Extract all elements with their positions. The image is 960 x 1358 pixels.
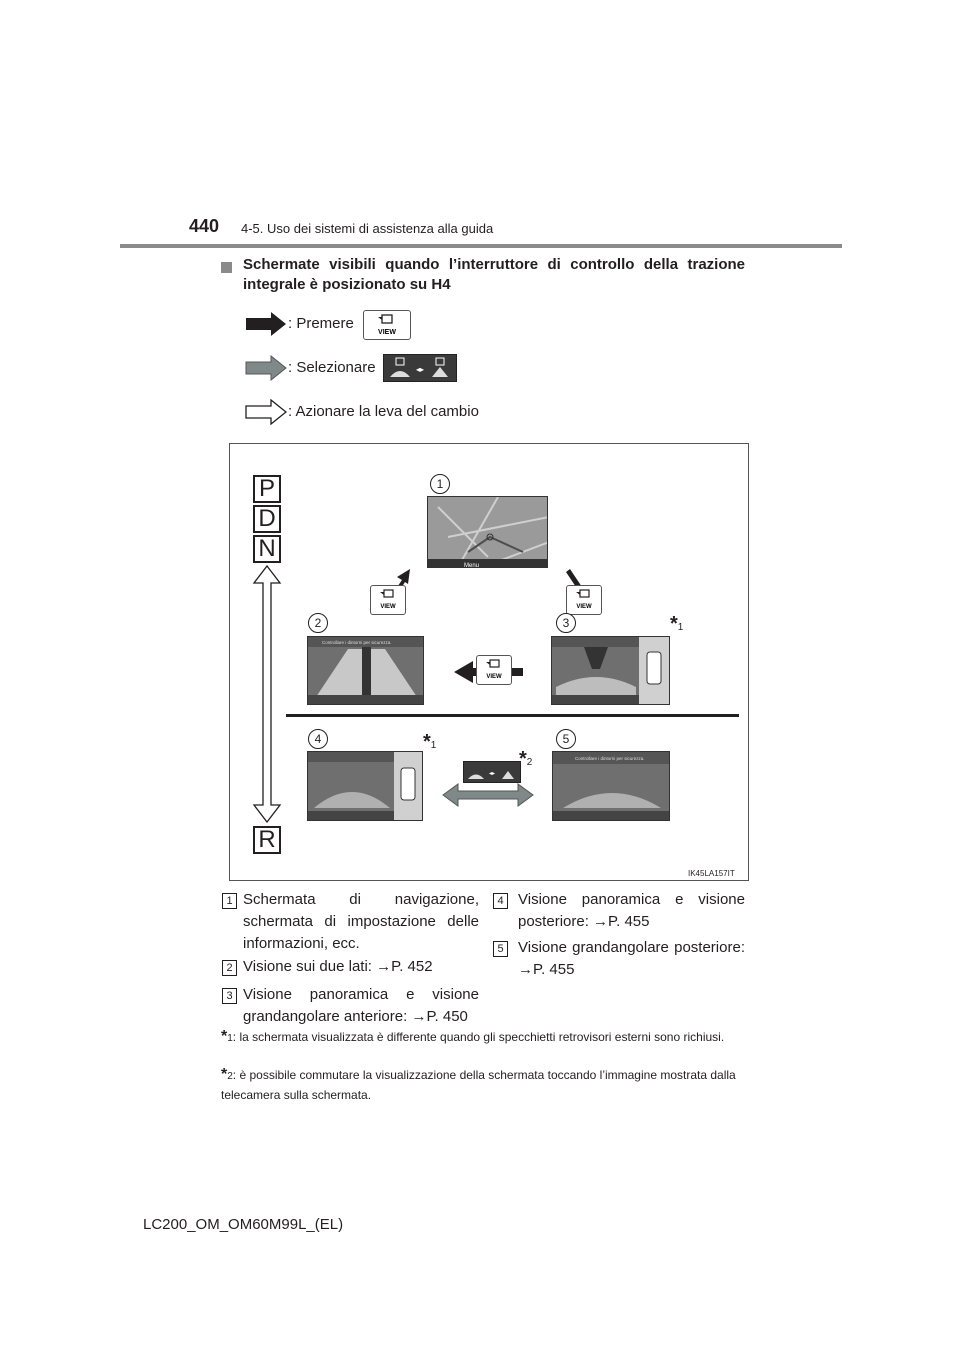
view-button-icon [476,655,512,685]
svg-text:VIEW: VIEW [380,604,396,610]
item-number-4: 4 [493,893,508,909]
item-number-3: 3 [222,988,237,1004]
view-label: VIEW [378,329,396,336]
white-arrow-icon [245,399,287,425]
item-text-2: Visione sui due lati: →P. 452 [243,958,433,975]
screen-number-2: 2 [308,613,328,633]
view-button-icon [370,585,406,615]
wide-rear-screen [552,751,670,821]
item-number-1: 1 [222,893,237,909]
footer-code: LC200_OM_OM60M99L_(EL) [143,1216,344,1233]
gear-r: R [253,826,281,854]
svg-text:VIEW: VIEW [576,604,592,610]
legend-select-text: : Selezionare [288,359,376,376]
svg-text:◂▸: ◂▸ [488,771,496,777]
item-number-5: 5 [493,941,508,957]
black-arrow-icon [245,311,287,337]
heading-line-1: Schermate visibili quando l’interruttore di controllo della trazione [243,256,745,273]
camera-switch-button-icon [383,354,457,382]
screen-number-3: 3 [556,613,576,633]
item-text-3: Visione panoramica e visione grandangolare anteriore: →P. 450 [243,986,479,1025]
item-text-5: Visione grandangolare posteriore: →P. 455 [518,939,745,978]
footnote-1: *1: la schermata visualizzata è differente quando gli specchietti retrovisori esterni sono richiusi. [221,1028,725,1045]
asterisk-note-2: *2 [519,748,533,770]
panoramic-rear-screen [307,751,423,821]
asterisk-note-1b: *1 [423,731,437,753]
item-number-2: 2 [222,960,237,976]
screen-number-1: 1 [430,474,450,494]
section-title: 4-5. Uso dei sistemi di assistenza alla guida [241,221,494,236]
double-vertical-arrow-icon [252,565,282,823]
header-rule [120,244,842,248]
screen-2-caption: Controllare i dintorni per sicurezza. [322,640,392,645]
image-code: IK45LA157IT [688,869,735,878]
nav-menu-label: Menu [464,563,480,568]
svg-text:VIEW: VIEW [486,674,502,680]
gray-arrow-icon [245,355,287,381]
gear-p: P [253,475,281,503]
gear-n: N [253,535,281,563]
heading-line-2: integrale è posizionato su H4 [243,276,451,293]
navigation-screen [427,496,548,568]
legend-shift-text: : Azionare la leva del cambio [288,403,479,420]
view-button-icon [566,585,602,615]
screen-number-5: 5 [556,729,576,749]
figure-divider [286,714,739,717]
screen-number-4: 4 [308,729,328,749]
double-horizontal-arrow-icon [442,782,534,808]
bullet-square-icon [221,262,232,273]
legend-press-text: : Premere [288,315,354,332]
screen-5-caption: Controllare i dintorni per sicurezza. [575,756,645,761]
view-button-icon [363,310,411,340]
panoramic-front-screen [551,636,670,705]
gear-d: D [253,505,281,533]
asterisk-note-1: *1 [670,613,684,635]
svg-text:◂▸: ◂▸ [415,365,425,374]
item-text-1: Schermata di navigazione, schermata di impostazione delle informazioni, ecc. [243,891,479,952]
footnote-2: *2: è possibile commutare la visualizzazione della schermata toccando l’immagine mostrata dalla telecamera sulla schermata. [221,1066,736,1102]
camera-switch-button-icon [463,761,521,783]
page-number: 440 [189,216,220,236]
side-view-screen [307,636,424,705]
item-text-4: Visione panoramica e visione posteriore: →P. 455 [518,891,745,930]
